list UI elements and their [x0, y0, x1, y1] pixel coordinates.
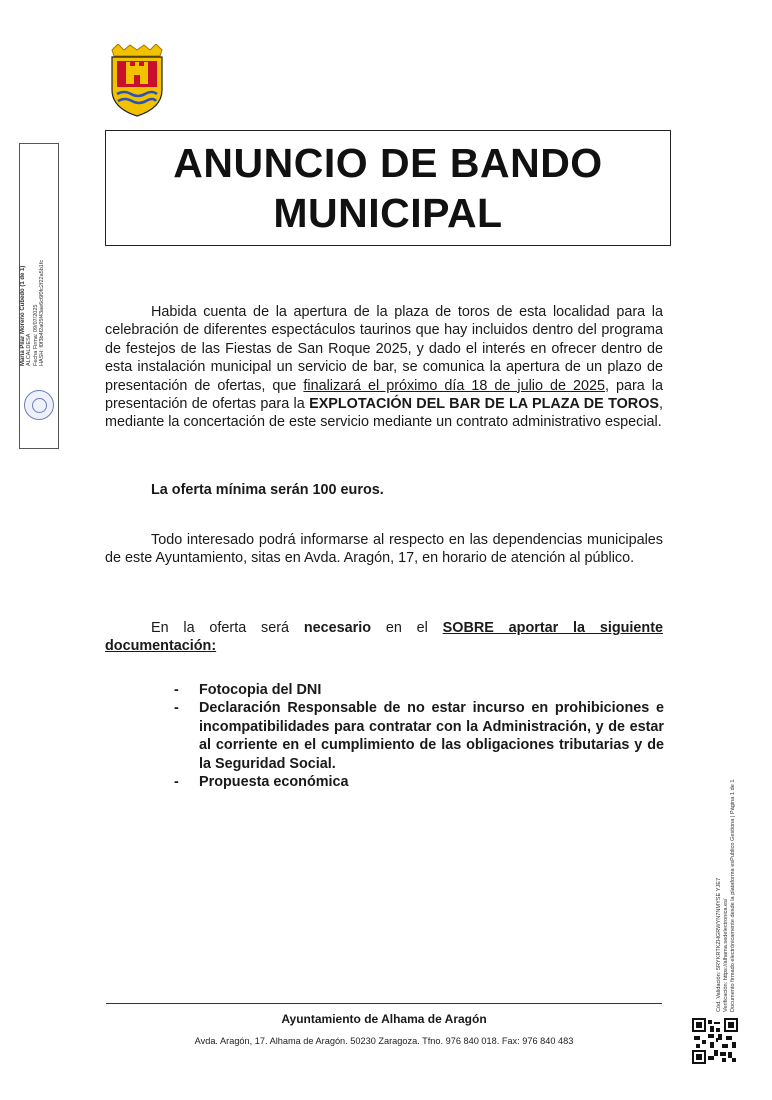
footer-organization: Ayuntamiento de Alhama de Aragón [281, 1012, 487, 1026]
list-item [170, 699, 664, 773]
dash-bullet: - [174, 774, 179, 791]
p1-text-b: para la presentación de ofertas para la [105, 377, 663, 413]
documents-list [170, 681, 664, 791]
service-name: EXPLOTACIÓN DEL BAR DE LA PLAZA DE TOROS [309, 396, 659, 413]
signature-date: Fecha Firma: 09/07/2025 [32, 304, 39, 366]
dash-bullet: - [174, 682, 179, 698]
list-item [170, 681, 664, 699]
body-paragraph-4 [105, 619, 663, 656]
footer-divider [106, 1003, 662, 1004]
footer-address: Avda. Aragón, 17. Alhama de Aragón. 50230 Zaragoza. Tfno. 976 840 018. Fax: 976 840 483 [194, 1036, 574, 1046]
signature-hash: HASH: f0f3b4f2a05f43ae6c6f0fc2f22a5b1fc [39, 259, 46, 366]
crest-icon [104, 44, 170, 118]
page-title-line-2: MUNICIPAL [273, 190, 503, 236]
verification-url: Verificación: https://alhama.sedelectronica.es/ [723, 898, 729, 1012]
body-paragraph-1 [105, 303, 663, 432]
p4-text-a: En la oferta será [151, 620, 304, 636]
page-title-line-1: ANUNCIO DE BANDO [173, 140, 603, 186]
document-item-3: Propuesta económica [199, 774, 349, 791]
p4-required: necesario [303, 620, 372, 636]
document-item-2: Declaración Responsable de no estar incurso en prohibiciones e incompatibilidades para contratar con la Administración, y de estar al corriente en el cumplimiento de las obligaciones tributarias y de la Seguridad Social. [199, 700, 664, 772]
qr-code-icon[interactable] [692, 1018, 738, 1064]
verification-note [716, 682, 737, 1012]
verification-code: Cód. Validación: 5RYKRTKZHGRWYN7NMYSE YJE7 [716, 877, 722, 1012]
list-item [170, 773, 664, 791]
deadline-text: finalizará el próximo día 18 de julio de 2025, [303, 377, 609, 394]
body-paragraph-3 [105, 531, 663, 568]
signature-signer: María Pilar Moreno Cubedo (1 de 1) [20, 265, 26, 366]
verification-disclaimer: Documento firmado electrónicamente desde la plataforma esPublico Gestiona | Página 1 de 1 [730, 779, 736, 1012]
signature-role: ALCALDESA [26, 333, 33, 366]
p4-text-b: en el [371, 620, 443, 636]
signature-text [20, 176, 46, 366]
title-box [105, 130, 671, 246]
p4-envelope-requirement: SOBRE aportar la siguiente documentación: [105, 620, 664, 655]
p1-text-a: Habida cuenta de la apertura de la plaza de toros de esta localidad para la celebración de diferentes espectáculos taurinos que hay incluidos dentro del programa de festejos de las Fiestas de San Roque 2025, y dado el interés en ofrecer dentro de esta instalación municipal un servicio de bar, se comunica la apertura de un plazo de presentación de ofertas, que [105, 304, 663, 394]
minimum-offer: La oferta mínima serán 100 euros. [151, 482, 384, 498]
official-seal-icon [24, 390, 54, 420]
p3-text: Todo interesado podrá informarse al respecto en las dependencias municipales de este Ayuntamiento, sitas en Avda. Aragón, 17, en horario de atención al público. [105, 532, 663, 567]
dash-bullet: - [174, 700, 179, 717]
p1-text-c: , mediante la concertación de este servicio mediante un contrato administrativo especial. [105, 396, 663, 431]
document-item-1: Fotocopia del DNI [199, 682, 322, 698]
